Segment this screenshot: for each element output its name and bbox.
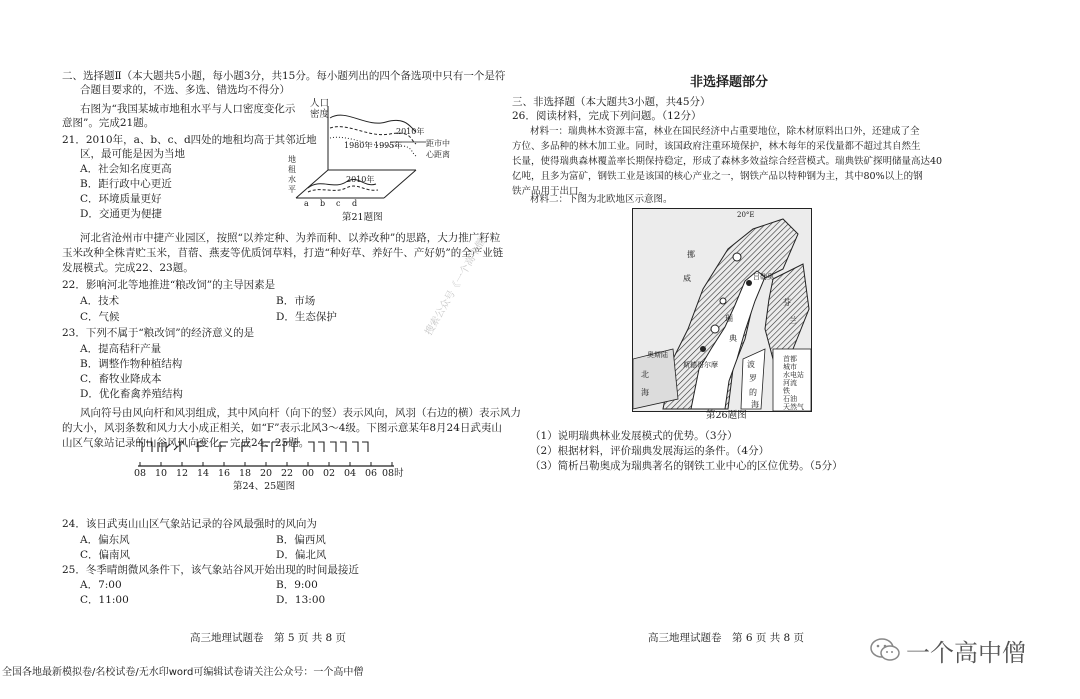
fig21-year-2010-top: 2010年	[396, 127, 425, 136]
fig24-tick-5: 16	[218, 468, 231, 479]
q22-option-a: A．技术	[80, 295, 120, 307]
material-1-line-4: 亿吨，且多为富矿，钢铁工业是该国的核心产业之一，钢铁产品以特种钢为主，其中80%以上的钢	[512, 171, 923, 182]
q21-option-d: D．交通更为便捷	[80, 208, 162, 220]
fig24-tick-6: 18	[239, 468, 252, 479]
wind-passage-3: 山区气象站记录的山谷风风向变化，完成24、25题。	[62, 437, 310, 449]
figure-21	[286, 98, 466, 210]
q21-option-c: C．环境质量更好	[80, 193, 162, 205]
map-label-baltic-3: 的	[749, 388, 757, 397]
fig21-ylabel: 人口	[310, 98, 330, 109]
q26-stem: 26．阅读材料，完成下列问题。（12分）	[512, 110, 702, 122]
map-label-norway-1: 挪	[687, 250, 695, 259]
hebei-passage-2: 玉米改种全株青贮玉米，苜蓿、燕麦等优质饲草料，打造“种好草、养好牛、产好奶”的全产业链	[62, 247, 504, 259]
figure-26-map	[632, 208, 812, 412]
q21-stem: 21．2010年，a、b、c、d四处的地租均高于其邻近地	[62, 134, 317, 146]
fig24-caption: 第24、25题图	[233, 481, 296, 492]
map-legend-oil: 石油	[783, 395, 797, 403]
q25-option-c: C．11:00	[80, 594, 129, 606]
material-1-line-5: 铁产品用于出口。	[512, 186, 589, 197]
q24-option-a: A．偏东风	[80, 534, 130, 546]
material-1-line-2: 方位、多品种的林木加工业。同时，该国政府注重环境保护，林木每年的采伐量都不超过其自然生	[512, 141, 921, 152]
map-label-north-sea-2: 海	[641, 388, 649, 397]
fig24-tick-12: 06	[365, 468, 378, 479]
map-legend-iron: 铁	[783, 387, 790, 395]
q22-stem: 22．影响河北等地推进“粮改饲”的主导因素是	[62, 279, 276, 291]
map-label-finland-2: 兰	[789, 316, 797, 325]
map-label-baltic-2: 罗	[749, 374, 757, 383]
q25-option-a: A．7:00	[80, 579, 122, 591]
q26-part-2: （2）根据材料，评价瑞典发展海运的条件。（4分）	[530, 445, 770, 457]
map-label-norway-2: 威	[683, 274, 691, 283]
q21-intro: 右图为“我国某城市地租水平与人口密度变化示	[80, 103, 296, 115]
section-title-cont: 合题目要求的，不选、多选、错选均不得分）	[80, 84, 290, 96]
fig21-ylabel-2: 密度	[310, 109, 330, 120]
fig21-year-1995: 1995年	[374, 141, 403, 150]
q24-option-c: C．偏南风	[80, 549, 131, 561]
map-label-lulea: 吕勒奥	[753, 273, 774, 281]
q24-option-b: B．偏西风	[276, 534, 326, 546]
q21-intro-cont: 意图”。完成21题。	[62, 117, 155, 129]
fig21-year-2010-bottom: 2010年	[346, 175, 375, 184]
fig21-side-label-3: 水	[288, 175, 296, 184]
hebei-passage: 河北省沧州市中捷产业园区，按照“以养定种、为养而种、以养改种”的思路，大力推广籽粒	[80, 232, 501, 244]
q23-option-a: A．提高秸秆产量	[80, 343, 162, 355]
diagonal-watermark: 搜索公众号《一个高中僧》	[423, 228, 493, 338]
fig21-xlabel: 距市中	[426, 139, 450, 148]
fig24-tick-11: 04	[344, 468, 357, 479]
fig24-tick-9: 00	[302, 468, 315, 479]
exam-page-6	[512, 0, 1080, 699]
fig21-side-label-4: 平	[288, 185, 296, 194]
map-legend-hydro: 水电站	[783, 371, 804, 379]
map-label-baltic-1: 波	[747, 360, 755, 369]
fig21-side-label-1: 地	[288, 155, 296, 164]
fig21-point-d: d	[352, 199, 358, 208]
q23-option-c: C．畜牧业降成本	[80, 373, 162, 385]
map-label-finland-1: 芬	[783, 298, 791, 307]
page-footer: 高三地理试题卷 第 6 页 共 8 页	[648, 632, 805, 644]
fig24-tick-4: 14	[197, 468, 210, 479]
map-label-oslo: 奥斯陆	[647, 351, 668, 359]
hebei-passage-3: 发展模式。完成22、23题。	[62, 262, 194, 274]
fig24-tick-7: 20	[260, 468, 273, 479]
q26-part-1: （1）说明瑞典林业发展模式的优势。（3分）	[530, 430, 738, 442]
fig21-point-a: a	[304, 199, 309, 208]
fig21-point-c: c	[336, 199, 341, 208]
q23-option-d: D．优化畜禽养殖结构	[80, 388, 183, 400]
fig21-year-1980: 1980年	[344, 141, 373, 150]
q24-stem: 24．该日武夷山山区气象站记录的谷风最强时的风向为	[62, 518, 317, 530]
q23-option-b: B．调整作物种植结构	[80, 358, 183, 370]
map-label-north-sea-1: 北	[641, 370, 649, 379]
map-label-sweden-1: 瑞	[725, 314, 733, 323]
q25-stem: 25．冬季晴朗微风条件下，该气象站谷风开始出现的时间最接近	[62, 564, 359, 576]
map-legend-capital: 首都	[783, 355, 797, 363]
fig24-tick-2: 10	[155, 468, 168, 479]
map-longitude-label: 20°E	[737, 211, 755, 219]
section-title: 二、选择题Ⅱ（本大题共5小题，每小题3分，共15分。每小题列出的四个备选项中只有一个是符	[62, 70, 506, 82]
section-title: 三、非选择题（本大题共3小题，共45分）	[512, 96, 711, 108]
bottom-bar	[0, 639, 1080, 699]
fig21-caption: 第21题图	[342, 212, 383, 223]
material-1: 材料一：瑞典林木资源丰富，林业在国民经济中占重要地位，除木材原料出口外，还建成了全	[530, 126, 920, 137]
q21-stem-cont: 区，最可能是因为当地	[80, 148, 185, 160]
page-footer: 高三地理试题卷 第 5 页 共 8 页	[190, 632, 347, 644]
fig24-tick-1: 08	[134, 468, 147, 479]
fig24-tick-10: 02	[323, 468, 336, 479]
q22-option-b: B．市场	[276, 295, 316, 307]
fig26-caption: 第26题图	[706, 410, 747, 421]
map-legend-river: 河流	[783, 379, 797, 387]
brand-watermark: 一个高中僧	[906, 639, 1026, 667]
q21-option-b: B．距行政中心更近	[80, 178, 172, 190]
map-label-baltic-4: 海	[751, 400, 759, 409]
fig24-tick-13: 08时	[382, 468, 404, 479]
map-label-stockholm: 斯德哥尔摩	[683, 361, 718, 369]
promo-text: 全国各地最新模拟卷/名校试卷/无水印word可编辑试卷请关注公众号：一个高中僧	[2, 667, 364, 678]
material-1-line-3: 长量，使得瑞典森林覆盖率长期保持稳定，形成了森林多效益综合经营模式。瑞典铁矿探明储量高达40	[512, 156, 943, 167]
map-legend-gas: 天然气	[783, 403, 804, 411]
wind-passage-2: 的大小，风羽条数和风力大小成正相关，如“F”表示北风3～4级。下图示意某年8月24日武夷山	[62, 422, 502, 434]
q25-option-d: D．13:00	[276, 594, 326, 606]
map-label-sweden-2: 典	[729, 334, 737, 343]
material-2: 材料二：下图为北欧地区示意图。	[530, 194, 673, 205]
q24-option-d: D．偏北风	[276, 549, 327, 561]
q26-part-3: （3）简析吕勒奥成为瑞典著名的钢铁工业中心的区位优势。（5分）	[530, 460, 843, 472]
wind-passage: 风向符号由风向杆和风羽组成，其中风向杆（向下的竖）表示风向，风羽（右边的横）表示风力	[80, 407, 521, 419]
map-legend-city: 城市	[783, 363, 797, 371]
fig21-xlabel-2: 心距离	[426, 150, 450, 159]
q23-stem: 23．下列不属于“粮改饲”的经济意义的是	[62, 327, 255, 339]
part-title: 非选择题部分	[690, 75, 769, 90]
fig24-tick-3: 12	[176, 468, 189, 479]
fig24-tick-8: 22	[281, 468, 294, 479]
fig21-side-label-2: 租	[288, 165, 296, 174]
q22-option-d: D．生态保护	[276, 311, 337, 323]
wechat-icon	[870, 637, 900, 663]
fig21-point-b: b	[320, 199, 326, 208]
q25-option-b: B．9:00	[276, 579, 318, 591]
q22-option-c: C．气候	[80, 311, 120, 323]
q21-option-a: A．社会知名度更高	[80, 163, 172, 175]
